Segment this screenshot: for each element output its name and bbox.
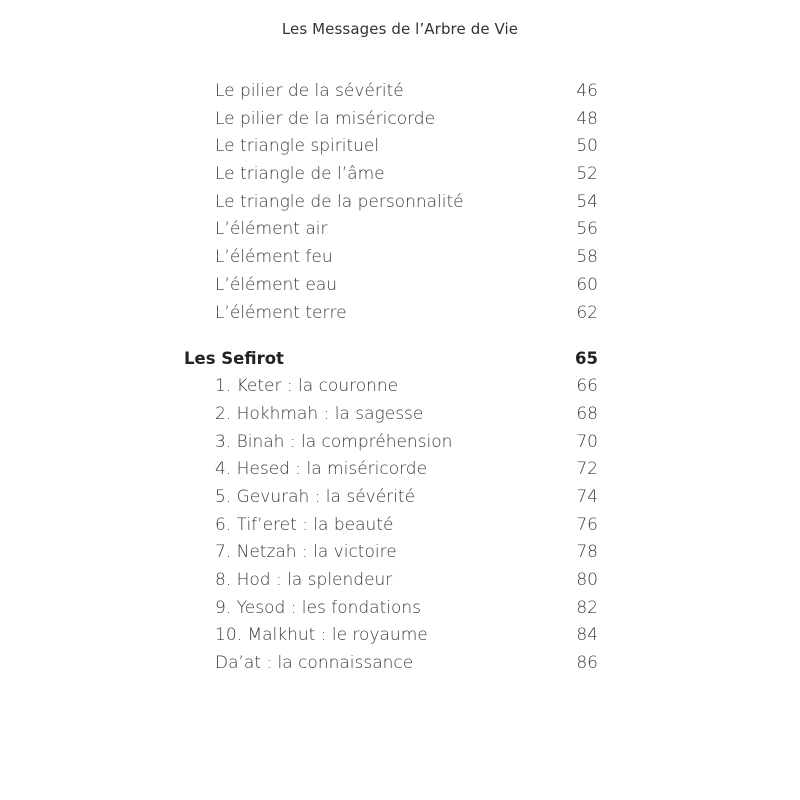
toc-entry-page: 70 bbox=[576, 431, 598, 452]
toc-entry bbox=[0, 272, 800, 300]
toc-entry-page: 56 bbox=[576, 219, 598, 240]
toc-entry bbox=[0, 456, 800, 484]
toc-entry bbox=[0, 401, 800, 429]
toc-entry-label: 2. Hokhmah : la sagesse bbox=[215, 403, 424, 424]
toc-entry bbox=[0, 622, 800, 650]
toc-section-label: Les Sefirot bbox=[184, 349, 284, 369]
toc-entry-page: 52 bbox=[576, 164, 598, 185]
toc-entry bbox=[0, 484, 800, 512]
toc-entry-label: 10. Malkhut : le royaume bbox=[215, 625, 428, 646]
toc-entry bbox=[0, 512, 800, 540]
toc-entry bbox=[0, 189, 800, 217]
toc-entry bbox=[0, 650, 800, 678]
toc-entry bbox=[0, 373, 800, 401]
toc-entry-page: 82 bbox=[576, 597, 598, 618]
toc-entry-page: 62 bbox=[576, 302, 598, 323]
toc-entry bbox=[0, 216, 800, 244]
running-header: Les Messages de l’Arbre de Vie bbox=[281, 20, 519, 38]
toc-entry-label: 4. Hesed : la miséricorde bbox=[215, 459, 428, 480]
toc-entry bbox=[0, 133, 800, 161]
toc-entry-label: 9. Yesod : les fondations bbox=[215, 597, 422, 618]
toc-entry bbox=[0, 567, 800, 595]
toc-entry-label: 3. Binah : la compréhension bbox=[215, 431, 453, 452]
toc-entry bbox=[0, 539, 800, 567]
toc-section-heading bbox=[0, 344, 800, 373]
toc-entry bbox=[0, 595, 800, 623]
toc-entry-page: 58 bbox=[576, 247, 598, 268]
toc-entry-page: 76 bbox=[576, 514, 598, 535]
toc-group-sefirot bbox=[0, 373, 800, 678]
toc-entry-page: 66 bbox=[576, 376, 598, 397]
toc-entry-page: 80 bbox=[576, 570, 598, 590]
toc-entry-page: 74 bbox=[576, 486, 598, 507]
toc-entry-page: 54 bbox=[576, 191, 598, 212]
toc-entry-page: 68 bbox=[576, 403, 598, 424]
toc-entry-page: 84 bbox=[576, 625, 598, 646]
toc-entry-label: Le pilier de la sévérité bbox=[215, 81, 404, 101]
toc-entry-label: Da’at : la connaissance bbox=[215, 653, 414, 674]
toc-entry-label: 8. Hod : la splendeur bbox=[215, 570, 393, 590]
toc-entry-page: 78 bbox=[576, 542, 598, 563]
toc-entry bbox=[0, 244, 800, 272]
toc-entry-label: Le pilier de la miséricorde bbox=[215, 108, 436, 129]
toc-entry-label: 7. Netzah : la victoire bbox=[215, 542, 397, 563]
toc-entry bbox=[0, 78, 800, 106]
toc-section-page: 65 bbox=[575, 349, 598, 369]
toc-entry bbox=[0, 429, 800, 457]
table-of-contents bbox=[0, 78, 800, 678]
toc-entry-page: 48 bbox=[576, 108, 598, 129]
toc-entry-label: L’élément feu bbox=[215, 247, 333, 268]
toc-entry-page: 86 bbox=[576, 653, 598, 674]
toc-entry-label: L’élément terre bbox=[215, 302, 347, 323]
toc-entry bbox=[0, 161, 800, 189]
toc-entry bbox=[0, 106, 800, 134]
toc-entry-page: 50 bbox=[576, 136, 598, 157]
toc-entry-label: 5. Gevurah : la sévérité bbox=[215, 486, 416, 507]
toc-entry bbox=[0, 300, 800, 328]
toc-entry-label: Le triangle de la personnalité bbox=[215, 191, 464, 212]
toc-entry-label: Le triangle spirituel bbox=[215, 136, 380, 157]
toc-entry-label: 6. Tif’eret : la beauté bbox=[215, 514, 394, 535]
toc-entry-page: 46 bbox=[576, 81, 598, 101]
toc-entry-label: L’élément eau bbox=[215, 274, 338, 295]
toc-entry-label: Le triangle de l’âme bbox=[215, 164, 385, 185]
toc-entry-label: L’élément air bbox=[215, 219, 328, 240]
toc-entry-label: 1. Keter : la couronne bbox=[215, 376, 399, 397]
toc-entry-page: 72 bbox=[576, 459, 598, 480]
toc-entry-page: 60 bbox=[576, 274, 598, 295]
toc-group-pillars-triangles-elements bbox=[0, 78, 800, 327]
